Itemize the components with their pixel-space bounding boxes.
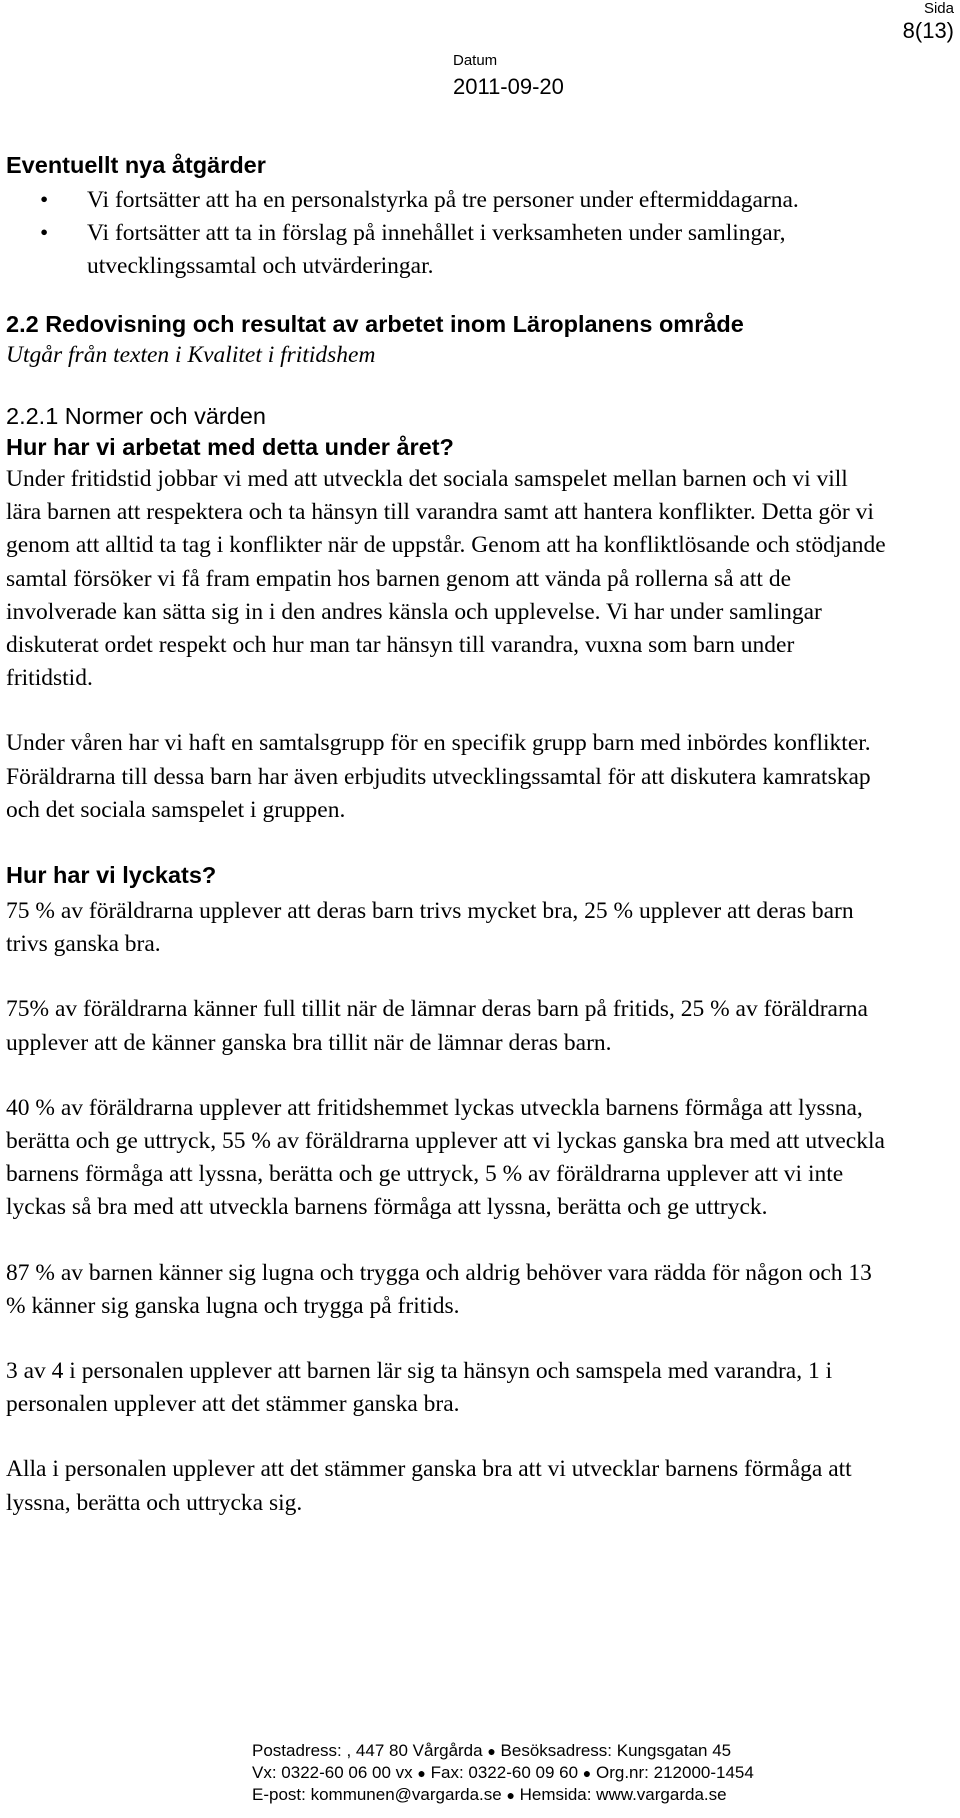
page-footer	[252, 1740, 754, 1806]
result-paragraph: 87 % av barnen känner sig lugna och trygga och aldrig behöver vara rädda för någon och 13 % känner sig ganska lugna och trygga på fritids.	[6, 1259, 872, 1319]
separator-dot-icon: ●	[506, 1787, 515, 1803]
org-number: Org.nr: 212000-1454	[596, 1763, 754, 1782]
actions-heading: Eventuellt nya åtgärder	[6, 152, 266, 178]
switchboard: Vx: 0322-60 06 00 vx	[252, 1763, 413, 1782]
separator-dot-icon: ●	[582, 1765, 592, 1781]
footer-line-phone	[252, 1762, 754, 1784]
list-item-text: Vi fortsätter att ha en personalstyrka på tre personer under eftermiddagarna.	[87, 187, 799, 213]
list-item-text: Vi fortsätter att ta in förslag på innehållet i verksamheten under samlingar, utvecklingssamtal och utvärderingar.	[87, 220, 786, 279]
fax: Fax: 0322-60 09 60	[430, 1763, 579, 1782]
section-2-2-1-heading: 2.2.1 Normer och värden	[6, 403, 266, 429]
bullet-icon: •	[40, 220, 49, 246]
paragraph-work: Under fritidstid jobbar vi med att utveckla det sociala samspelet mellan barnen och vi vill lära barnen att respektera och ta hänsyn till varandra samt att hantera konflikter. Detta gör vi genom att alltid ta tag i konflikter när de uppstår. Genom att ha konfliktlösande och stödjande samtal försöker vi få fram empatin hos barnen genom att vända på rollerna så att de involverade kan sätta sig in i den andres känsla och upplevelse. Vi har under samlingar diskuterat ordet respekt och hur man tar hänsyn till varandra, vuxna som barn under fritidstid.	[6, 466, 886, 692]
section-2-2-subtitle: Utgår från texten i Kvalitet i fritidshem	[6, 342, 376, 368]
result-paragraph: Alla i personalen upplever att det stämmer ganska bra att vi utvecklar barnens förmåga att lyssna, berätta och uttrycka sig.	[6, 1456, 852, 1516]
paragraph-spring: Under våren har vi haft en samtalsgrupp för en specifik grupp barn med inbördes konflikter. Föräldrarna till dessa barn har även erbjudits utvecklingssamtal för att diskutera kamratskap och det sociala samspelet i gruppen.	[6, 730, 871, 823]
bullet-icon: •	[40, 187, 49, 213]
website-link[interactable]: Hemsida: www.vargarda.se	[519, 1785, 727, 1804]
visiting-address: Besöksadress: Kungsgatan 45	[500, 1741, 732, 1760]
separator-dot-icon: ●	[417, 1765, 426, 1781]
actions-list	[6, 184, 886, 283]
question-how-succeeded: Hur har vi lyckats?	[6, 862, 217, 889]
page-label: Sida	[923, 0, 954, 17]
page-number: 8(13)	[902, 18, 954, 43]
postal-address: Postadress: , 447 80 Vårgårda	[252, 1741, 483, 1760]
date-label: Datum	[453, 52, 498, 69]
section-2-2-heading: 2.2 Redovisning och resultat av arbetet inom Läroplanens område	[6, 311, 744, 337]
footer-line-postal	[252, 1740, 754, 1762]
footer-line-web	[252, 1784, 754, 1806]
list-item	[6, 184, 886, 217]
email-link[interactable]: E-post: kommunen@vargarda.se	[252, 1785, 502, 1804]
result-paragraph: 40 % av föräldrarna upplever att fritidshemmet lyckas utveckla barnens förmåga att lyssna, berätta och ge uttryck, 55 % av föräldrarna upplever att vi lyckas ganska bra med att utveckla barnens förmåga att lyssna, berätta och ge uttryck, 5 % av föräldrarna upplever att vi inte lyckas så bra med att utveckla barnens förmåga att lyssna, berätta och ge uttryck.	[6, 1094, 885, 1221]
document-body	[6, 150, 886, 1520]
result-paragraph: 3 av 4 i personalen upplever att barnen lär sig ta hänsyn och samspela med varandra, 1 i personalen upplever att det stämmer ganska bra.	[6, 1358, 833, 1418]
result-paragraph: 75 % av föräldrarna upplever att deras barn trivs mycket bra, 25 % upplever att deras barn trivs ganska bra.	[6, 898, 854, 958]
question-how-worked: Hur har vi arbetat med detta under året?	[6, 434, 454, 460]
separator-dot-icon: ●	[487, 1743, 496, 1759]
date-value: 2011-09-20	[453, 74, 564, 99]
result-paragraph: 75% av föräldrarna känner full tillit när de lämnar deras barn på fritids, 25 % av föräldrarna upplever att de känner ganska bra tillit när de lämnar deras barn.	[6, 996, 868, 1056]
list-item	[6, 217, 886, 283]
